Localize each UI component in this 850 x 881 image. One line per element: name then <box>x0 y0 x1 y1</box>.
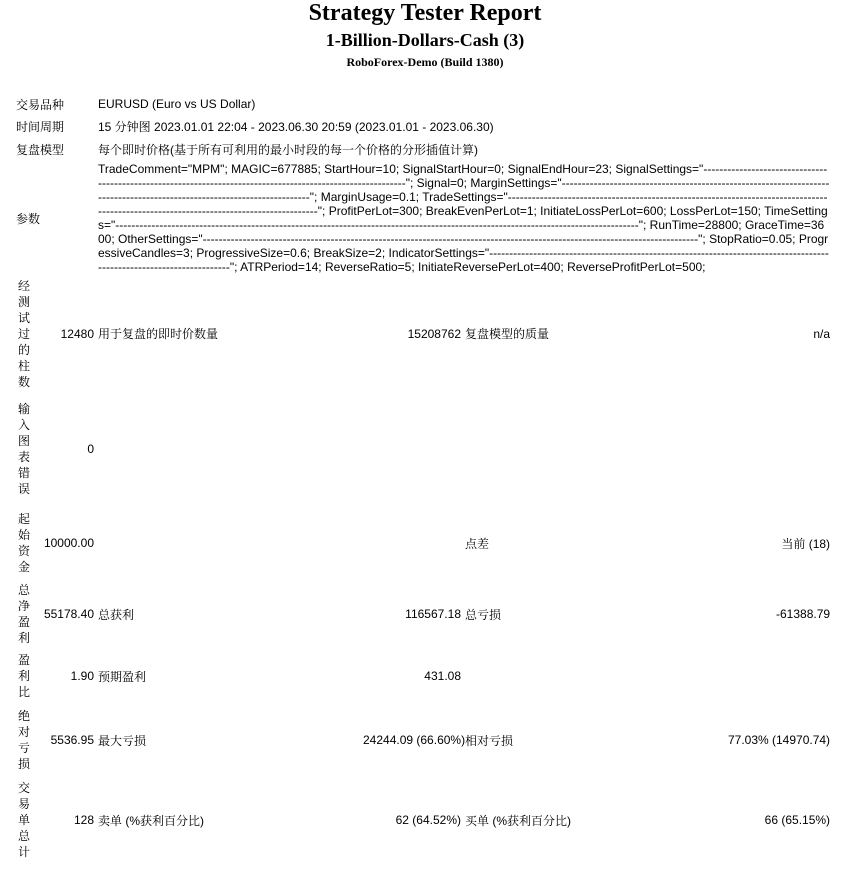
report-title: Strategy Tester Report <box>308 0 542 26</box>
label-model: 复盘模型 <box>16 142 65 157</box>
value-quality: n/a <box>813 326 831 341</box>
value-deposit: 10000.00 <box>43 536 94 550</box>
value-gross-loss: -61388.79 <box>776 607 831 621</box>
row-deposit <box>14 506 832 580</box>
value-params: TradeComment="MPM"; MAGIC=677885; StartHour=10; SignalStartHour=0; SignalEndHour=23; SignalSettings="------------------------------------------------------------------------------------------------------------"; Signal=0; MarginSettings="------------------------------------------------------------------------------------------------------------------------"; MarginUsage=0.1; TradeSettings="---------------------------------------------------------------------------------------------------------------------------------------"; ProfitPerLot=300; BreakEvenPerLot=1; InitiateLossPerLot=600; LossPerLot=150; TimeSettings="-----------------------------------------------------------------------------------------------------------------------------------"; RunTime=28800; GraceTime=3600; OtherSettings="----------------------------------------------------------------------------------------------------------------------------"; StopRatio=0.05; ProgressiveCandles=3; ProgressiveSize=0.6; BreakSize=2; IndicatorSettings="----------------------------------------------------------------------------------------------------------------------"; ATRPeriod=14; ReverseRatio=5; InitiateReversePerLot=400; ReverseProfitPerLot=500; <box>98 162 830 274</box>
row-errors <box>14 391 832 506</box>
label-period: 时间周期 <box>16 120 65 134</box>
label-long: 买单 (%获利百分比) <box>465 813 571 828</box>
row-model <box>14 138 832 160</box>
value-gross-profit: 116567.18 <box>405 607 461 621</box>
value-spread: 当前 (18) <box>781 536 831 551</box>
value-pf: 1.90 <box>70 669 94 683</box>
value-max-dd: 24244.09 (66.60%) <box>363 733 466 747</box>
row-bars <box>14 276 832 391</box>
row-dd <box>14 704 832 776</box>
row-trades <box>14 776 832 864</box>
value-bars: 12480 <box>60 326 94 341</box>
label-params: 参数 <box>16 211 41 226</box>
label-pf: 盈 利 比 <box>18 653 31 699</box>
label-expected: 预期盈利 <box>98 669 147 684</box>
label-trades: 交 易 单 总 计 <box>18 781 31 859</box>
label-symbol: 交易品种 <box>16 97 65 112</box>
label-dd: 绝 对 亏 损 <box>18 709 31 771</box>
row-params <box>14 160 832 276</box>
label-spread: 点差 <box>465 536 490 551</box>
server-build: RoboForex-Demo (Build 1380) <box>346 55 504 69</box>
label-short: 卖单 (%获利百分比) <box>98 813 204 828</box>
value-rel-dd: 77.03% (14970.74) <box>727 733 831 747</box>
label-net: 总 净 盈 利 <box>18 583 31 645</box>
label-ticks: 用于复盘的即时价数量 <box>98 327 219 341</box>
value-symbol: EURUSD (Euro vs US Dollar) <box>98 97 256 111</box>
label-rel-dd: 相对亏损 <box>465 733 514 748</box>
row-net <box>14 580 832 648</box>
row-pf <box>14 648 832 704</box>
value-errors: 0 <box>87 441 94 456</box>
value-net: 55178.40 <box>43 607 94 621</box>
label-deposit: 起 始 资 金 <box>18 512 31 574</box>
value-trades: 128 <box>73 813 94 827</box>
value-expected: 431.08 <box>424 669 461 683</box>
value-long: 66 (65.15%) <box>764 813 831 827</box>
row-symbol <box>14 93 832 115</box>
label-bars: 经 测 试 过 的 柱 数 <box>18 278 31 389</box>
label-gross-loss: 总亏损 <box>465 607 502 622</box>
label-quality: 复盘模型的质量 <box>465 327 550 341</box>
value-dd: 5536.95 <box>50 733 94 747</box>
label-gross-profit: 总获利 <box>98 607 135 622</box>
value-model: 每个即时价格(基于所有可利用的最小时段的每一个价格的分形插值计算) <box>98 142 478 157</box>
report-header <box>0 0 850 69</box>
value-short: 62 (64.52%) <box>395 813 461 827</box>
label-max-dd: 最大亏损 <box>98 733 147 748</box>
expert-name: 1-Billion-Dollars-Cash (3) <box>325 30 525 50</box>
value-period: 15 分钟图 2023.01.01 22:04 - 2023.06.30 20:59 (2023.01.01 - 2023.06.30) <box>98 120 494 134</box>
value-ticks: 15208762 <box>407 326 461 341</box>
report-table <box>14 93 832 864</box>
row-period <box>14 115 832 138</box>
label-errors: 输 入 图 表 错 误 <box>18 401 31 496</box>
